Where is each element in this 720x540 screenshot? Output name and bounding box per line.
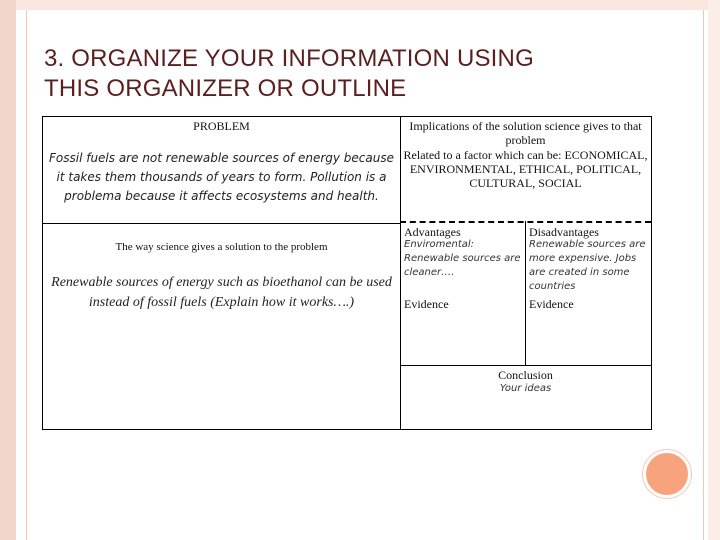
decorative-circle <box>643 450 691 498</box>
frame-line-right <box>703 10 704 540</box>
slide-frame-left <box>0 0 16 540</box>
slide-frame-top <box>16 0 720 10</box>
problem-text: Fossil fuels are not renewable sources of energy because it takes them thousands of years to form. Pollution is a problema because it affects ecosystems and health. <box>48 151 394 203</box>
divider-advantages-disadvantages <box>525 221 526 365</box>
graphic-organizer <box>42 116 652 430</box>
advantages-label: Advantages <box>404 225 461 239</box>
conclusion-text: Your ideas <box>499 383 552 394</box>
problem-label: PROBLEM <box>193 119 250 133</box>
advantages-text: Enviromental: Renewable sources are cleaner…. <box>404 239 521 278</box>
divider-conclusion <box>400 365 651 366</box>
conclusion-label: Conclusion <box>498 368 553 382</box>
implications-title: Implications of the solution science gives to that problem <box>409 119 642 147</box>
slide-frame-right <box>708 0 720 540</box>
disadvantages-label: Disadvantages <box>529 225 599 239</box>
solution-label: The way science gives a solution to the problem <box>115 241 328 253</box>
advantages-evidence: Evidence <box>404 297 449 311</box>
divider-problem-solution <box>43 223 400 224</box>
slide-title-line-1: 3. ORGANIZE YOUR INFORMATION USING <box>44 45 534 72</box>
solution-text: Renewable sources of energy such as bioethanol can be used instead of fossil fuels (Explain how it works….) <box>51 275 392 310</box>
implications-text: Related to a factor which can be: ECONOMICAL, ENVIRONMENTAL, ETHICAL, POLITICAL, CULTURAL, SOCIAL <box>403 148 648 190</box>
slide-title <box>44 44 664 104</box>
frame-line-left <box>26 10 27 540</box>
slide-title-line-2: THIS ORGANIZER OR OUTLINE <box>44 75 407 102</box>
disadvantages-text: Renewable sources are more expensive. Jobs are created in some countries <box>529 239 646 292</box>
disadvantages-evidence: Evidence <box>529 297 574 311</box>
